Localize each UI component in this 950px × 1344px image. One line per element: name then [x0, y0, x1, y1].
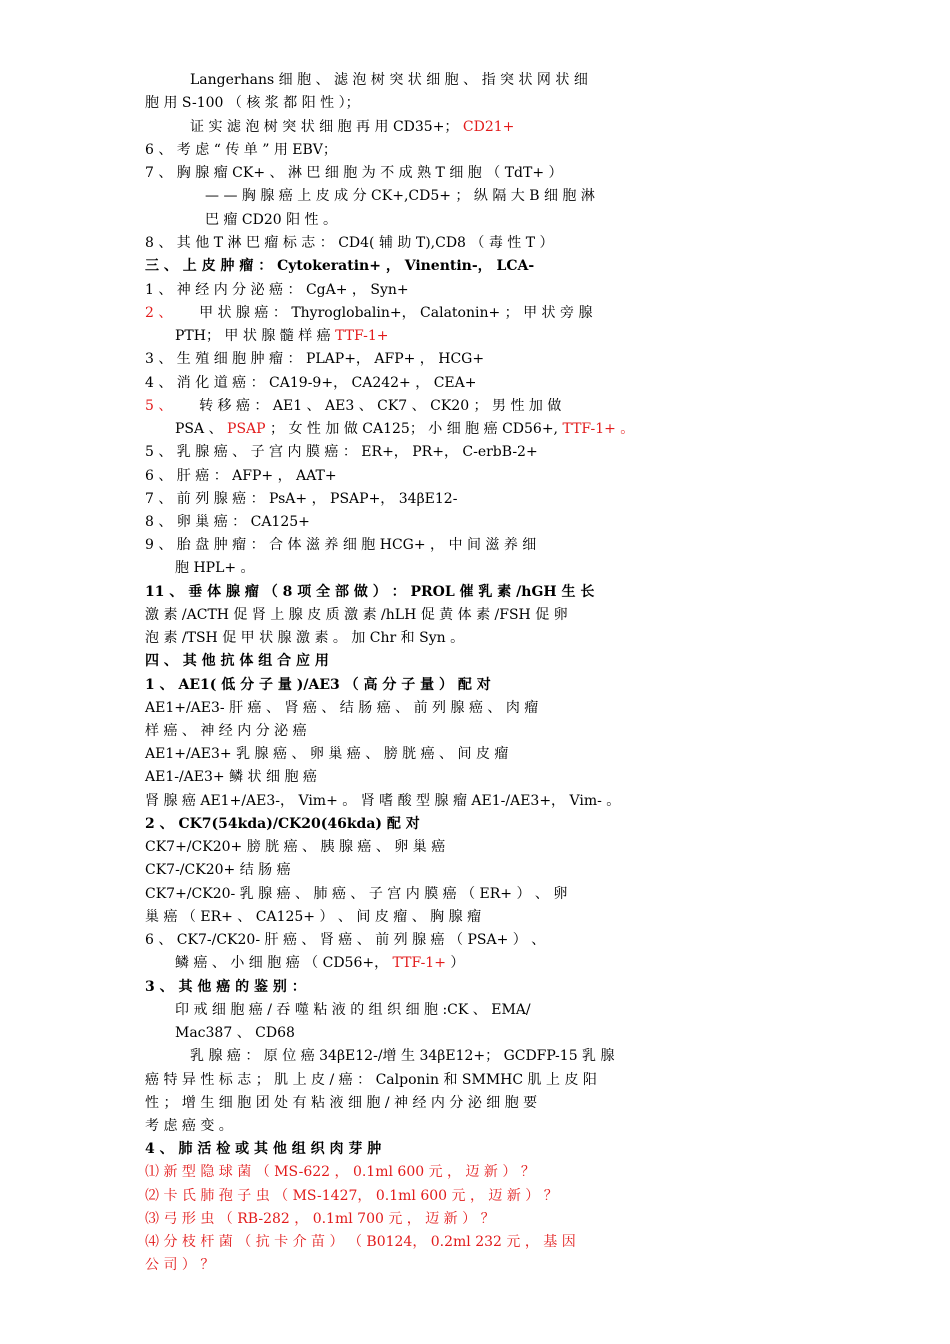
text-line: 6 、 肝 癌 ： AFP+ ， AAT+ [145, 468, 337, 484]
subsection-heading: 4 、 肺 活 检 或 其 他 组 织 肉 芽 肿 [145, 1141, 382, 1157]
text-line: 肾 腺 癌 AE1+/AE3-， Vim+ 。 肾 嗜 酸 型 腺 瘤 AE1-/AE3+， Vim- 。 [145, 793, 621, 809]
text-line: 印 戒 细 胞 癌 / 吞 噬 粘 液 的 组 织 细 胞 :CK 、 EMA/ [175, 1002, 531, 1018]
highlight-text: TTF-1+ [392, 955, 446, 971]
highlight-text: TTF-1+ [335, 328, 389, 344]
text-line: 5 、 转 移 癌 ： AE1 、 AE3 、 CK7 、 CK20 ； 男 性 加 做 [145, 398, 562, 414]
text-line: 6 、 考 虑 “ 传 单 ” 用 EBV； [145, 142, 337, 158]
text-line: CK7+/CK20- 乳 腺 癌 、 肺 癌 、 子 宫 内 膜 癌 （ ER+ ） 、 卵 [145, 886, 568, 902]
text-line: Mac387 、 CD68 [175, 1025, 295, 1041]
text-line: 6 、 CK7-/CK20- 肝 癌 、 肾 癌 、 前 列 腺 癌 （ PSA+ ） 、 [145, 932, 546, 948]
text-line: 胞 HPL+ 。 [175, 560, 255, 576]
text-line: PTH； 甲 状 腺 髓 样 癌 TTF-1+ [175, 328, 389, 344]
subsection-heading: 2 、 CK7(54kda)/CK20(46kda) 配 对 [145, 816, 420, 832]
text-line: 癌 特 异 性 标 志 ； 肌 上 皮 / 癌 ： Calponin 和 SMMHC 肌 上 皮 阳 [145, 1072, 597, 1088]
text-line: 1 、 神 经 内 分 泌 癌 ： CgA+ ， Syn+ [145, 282, 409, 298]
text-line: 胞 用 S-100 （ 核 浆 都 阳 性 ）； [145, 95, 360, 111]
text-line: 考 虑 癌 变 。 [145, 1118, 233, 1134]
text-line: 巴 瘤 CD20 阳 性 。 [205, 212, 338, 228]
text-line: AE1+/AE3- 肝 癌 、 肾 癌 、 结 肠 癌 、 前 列 腺 癌 、 肉 瘤 [145, 700, 539, 716]
text-line: 9 、 胎 盘 肿 瘤 ： 合 体 滋 养 细 胞 HCG+ ， 中 间 滋 养 细 [145, 537, 537, 553]
highlight-text: CD21+ [462, 119, 515, 135]
text-line: AE1+/AE3+ 乳 腺 癌 、 卵 巢 癌 、 膀 胱 癌 、 间 皮 瘤 [145, 746, 509, 762]
text-line: 公 司 ） ？ [145, 1257, 215, 1273]
text-line: 2 、 甲 状 腺 癌 ： Thyroglobalin+， Calatonin+ ； 甲 状 旁 腺 [145, 305, 593, 321]
text-line: 7 、 前 列 腺 癌 ： PsA+ ， PSAP+， 34βE12- [145, 491, 458, 507]
text-line: 性 ； 增 生 细 胞 团 处 有 粘 液 细 胞 / 神 经 内 分 泌 细 胞 要 [145, 1095, 538, 1111]
text-line: 乳 腺 癌 ： 原 位 癌 34βE12-/增 生 34βE12+； GCDFP-15 乳 腺 [190, 1048, 615, 1064]
text-line: ⑴ 新 型 隐 球 菌 （ MS-622 ， 0.1ml 600 元 ， 迈 新 ） ？ [145, 1164, 535, 1180]
text-line: 泡 素 /TSH 促 甲 状 腺 激 素 。 加 Chr 和 Syn 。 [145, 630, 465, 646]
text-line: 5 、 乳 腺 癌 、 子 宫 内 膜 癌 ： ER+， PR+， C-erbB-2+ [145, 444, 538, 460]
text-line: 巢 癌 （ ER+ 、 CA125+ ） 、 间 皮 瘤 、 胸 腺 瘤 [145, 909, 482, 925]
section-heading: 三 、 上 皮 肿 瘤 ： Cytokeratin+ ， Vinentin-， LCA- [145, 258, 535, 274]
text-line: 鳞 癌 、 小 细 胞 癌 （ CD56+， TTF-1+ ） [175, 955, 465, 971]
highlight-text: TTF-1+ 。 [562, 421, 635, 437]
text-line: CK7+/CK20+ 膀 胱 癌 、 胰 腺 癌 、 卵 巢 癌 [145, 839, 446, 855]
text-line: AE1-/AE3+ 鳞 状 细 胞 癌 [145, 769, 317, 785]
text-line: — — 胸 腺 癌 上 皮 成 分 CK+,CD5+ ； 纵 隔 大 B 细 胞 淋 [205, 188, 595, 204]
highlight-text: 2 、 [145, 305, 173, 321]
highlight-text: 5 、 [145, 398, 173, 414]
text-line: ⑷ 分 枝 杆 菌 （ 抗 卡 介 苗 ） （ B0124， 0.2ml 232 元 ， 基 因 [145, 1234, 576, 1250]
text-line: ⑶ 弓 形 虫 （ RB-282 ， 0.1ml 700 元 ， 迈 新 ） ？ [145, 1211, 495, 1227]
text-line: 样 癌 、 神 经 内 分 泌 癌 [145, 723, 307, 739]
text-line: 4 、 消 化 道 癌 ： CA19-9+， CA242+ ， CEA+ [145, 375, 477, 391]
text-line: Langerhans 细 胞 、 滤 泡 树 突 状 细 胞 、 指 突 状 网 状 细 [190, 72, 588, 88]
section-heading: 四 、 其 他 抗 体 组 合 应 用 [145, 653, 329, 669]
text-line: 8 、 其 他 T 淋 巴 瘤 标 志 ： CD4( 辅 助 T),CD8 （ 毒 性 T ） [145, 235, 554, 251]
subsection-heading: 3 、 其 他 癌 的 鉴 别 ： [145, 979, 306, 995]
text-line: 11 、 垂 体 腺 瘤 （ 8 项 全 部 做 ） ： PROL 催 乳 素 /hGH 生 长 [145, 584, 595, 600]
text-line: ⑵ 卡 氏 肺 孢 子 虫 （ MS-1427， 0.1ml 600 元 ， 迈 新 ） ？ [145, 1188, 558, 1204]
text-line: 激 素 /ACTH 促 肾 上 腺 皮 质 激 素 /hLH 促 黄 体 素 /FSH 促 卵 [145, 607, 568, 623]
text-line: PSA 、 PSAP ； 女 性 加 做 CA125； 小 细 胞 癌 CD56+, TTF-1+ 。 [175, 421, 635, 437]
highlight-text: PSAP [227, 421, 266, 437]
subsection-heading: 1 、 AE1( 低 分 子 量 )/AE3 （ 高 分 子 量 ） 配 对 [145, 677, 491, 693]
text-line: 3 、 生 殖 细 胞 肿 瘤 ： PLAP+， AFP+ ， HCG+ [145, 351, 485, 367]
text-line: 证 实 滤 泡 树 突 状 细 胞 再 用 CD35+； CD21+ [190, 119, 515, 135]
text-line: 8 、 卵 巢 癌 ： CA125+ [145, 514, 310, 530]
text-line: 7 、 胸 腺 瘤 CK+ 、 淋 巴 细 胞 为 不 成 熟 T 细 胞 （ TdT+ ） [145, 165, 563, 181]
text-line: CK7-/CK20+ 结 肠 癌 [145, 862, 291, 878]
